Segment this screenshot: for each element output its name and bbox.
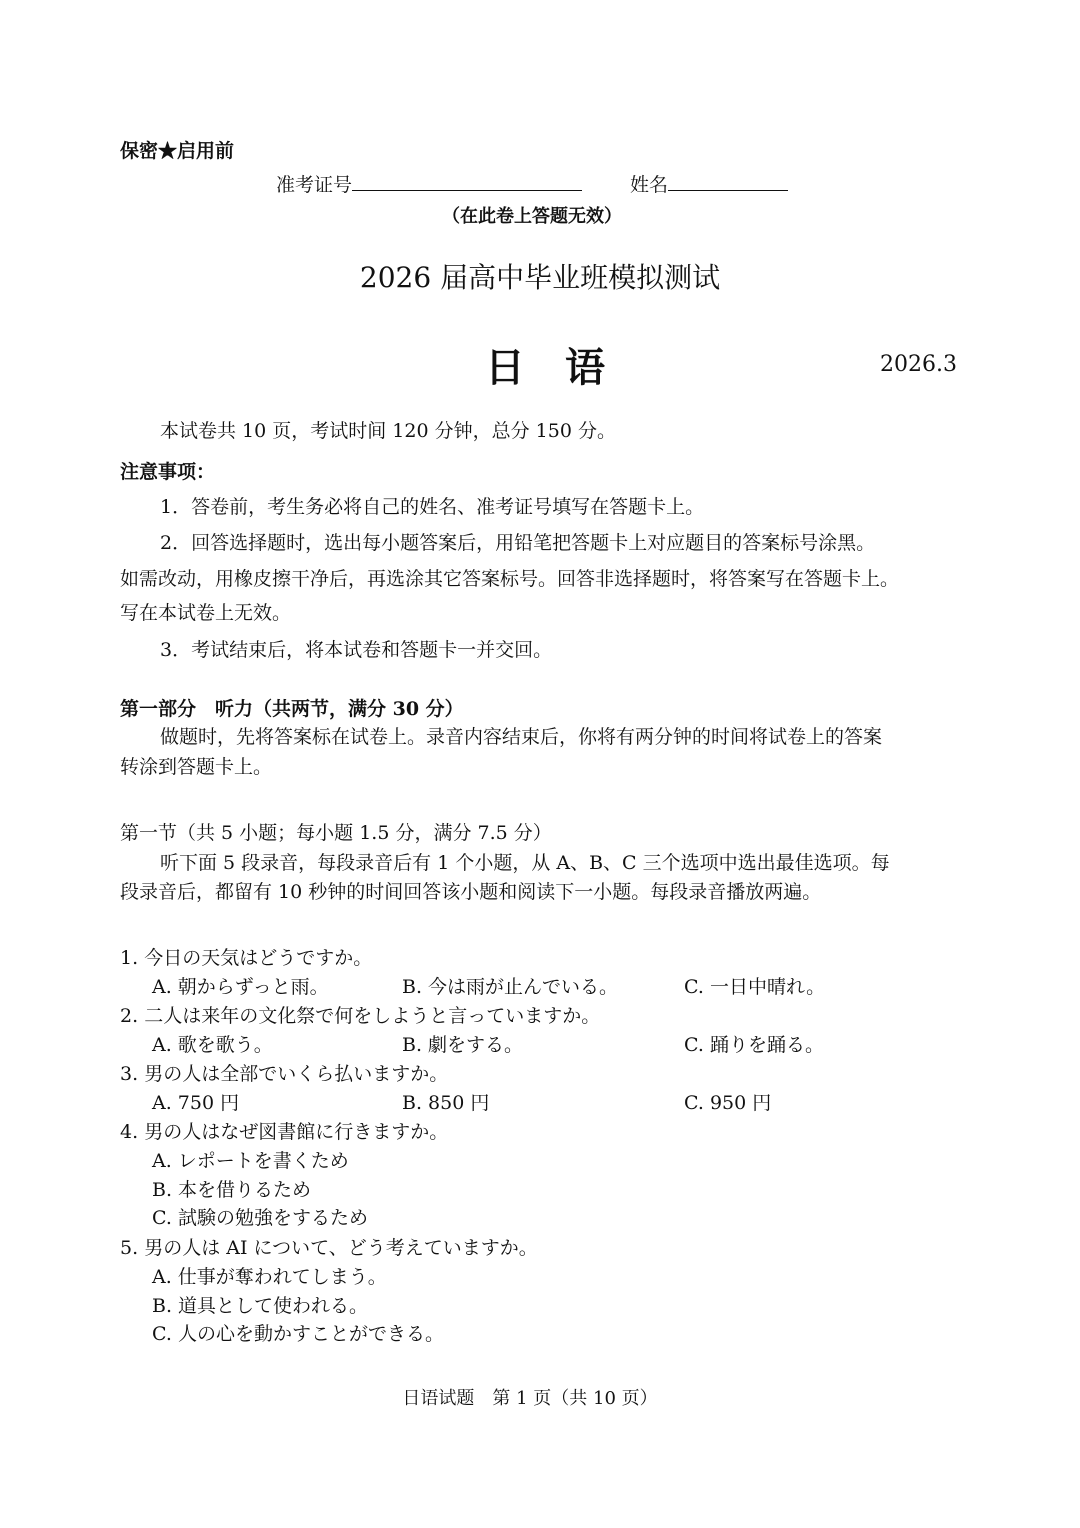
question-3: [120, 1059, 448, 1086]
name-field: [630, 170, 788, 197]
note-item: 1．答卷前，考生务必将自己的姓名、准考证号填写在答题卡上。: [160, 496, 705, 518]
option-c: C. 950 円: [684, 1092, 772, 1114]
option-b: B. 850 円: [402, 1092, 490, 1114]
option-a: A. 歌を歌う。: [152, 1034, 273, 1056]
option-a: A. 仕事が奪われてしまう。: [152, 1266, 387, 1288]
section1-instruction: 段录音后，都留有 10 秒钟的时间回答该小题和阅读下一小题。每段录音播放两遍。: [120, 881, 822, 903]
option-a: A. 750 円: [152, 1092, 240, 1114]
exam-id-blank: [352, 172, 582, 191]
name-label: 姓名: [630, 174, 669, 196]
exam-date: 2026.3: [880, 352, 957, 377]
question-number: 4.: [120, 1121, 139, 1143]
subject-title: 日 语: [485, 344, 605, 391]
note-item: 3．考试结束后，将本试卷和答题卡一并交回。: [160, 639, 553, 661]
option-c: C. 踊りを踊る。: [684, 1034, 824, 1056]
option-b: B. 道具として使われる。: [152, 1295, 369, 1317]
name-blank: [668, 172, 788, 191]
part1-instruction: 转涂到答题卡上。: [120, 756, 273, 778]
note-item: 写在本试卷上无效。: [120, 602, 292, 624]
option-b: B. 本を借りるため: [152, 1179, 312, 1201]
exam-title: 2026 届高中毕业班模拟测试: [359, 261, 721, 294]
question-text: 男の人は AI について、どう考えていますか。: [144, 1237, 538, 1259]
option-b: B. 劇をする。: [402, 1034, 524, 1056]
option-a: A. 朝からずっと雨。: [152, 976, 329, 998]
question-text: 男の人はなぜ図書館に行きますか。: [144, 1121, 449, 1143]
question-2: [120, 1001, 600, 1028]
part1-instruction: 做题时，先将答案标在试卷上。录音内容结束后，你将有两分钟的时间将试卷上的答案: [160, 726, 883, 748]
question-number: 3.: [120, 1063, 139, 1085]
exam-id-label: 准考证号: [276, 174, 353, 196]
question-text: 今日の天気はどうですか。: [144, 947, 373, 969]
intro-text: 本试卷共 10 页，考试时间 120 分钟，总分 150 分。: [160, 420, 616, 442]
option-a: A. レポートを書くため: [152, 1150, 349, 1172]
question-1: [120, 943, 372, 970]
notes-heading: 注意事项：: [120, 461, 216, 483]
option-c: C. 一日中晴れ。: [684, 976, 826, 998]
question-number: 2.: [120, 1005, 139, 1027]
question-text: 二人は来年の文化祭で何をしようと言っていますか。: [144, 1005, 601, 1027]
option-c: C. 人の心を動かすことができる。: [152, 1323, 444, 1345]
invalid-notice: （在此卷上答题无效）: [442, 206, 622, 227]
section1-instruction: 听下面 5 段录音，每段录音后有 1 个小题，从 A、B、C 三个选项中选出最佳选项。每: [160, 852, 890, 874]
option-b: B. 今は雨が止んでいる。: [402, 976, 619, 998]
option-c: C. 試験の勉強をするため: [152, 1207, 368, 1229]
question-number: 1.: [120, 947, 139, 969]
part1-heading: 第一部分 听力（共两节，满分 30 分）: [120, 698, 464, 720]
note-item: 如需改动，用橡皮擦干净后，再选涂其它答案标号。回答非选择题时，将答案写在答题卡上。: [120, 568, 900, 590]
section1-heading: 第一节（共 5 小题；每小题 1.5 分，满分 7.5 分）: [120, 822, 552, 844]
question-5: [120, 1233, 538, 1260]
exam-id-field: [276, 170, 582, 197]
question-4: [120, 1117, 448, 1144]
note-item: 2．回答选择题时，选出每小题答案后，用铅笔把答题卡上对应题目的答案标号涂黑。: [160, 532, 876, 554]
question-text: 男の人は全部でいくら払いますか。: [144, 1063, 449, 1085]
page-footer: 日语试题 第 1 页（共 10 页）: [402, 1388, 658, 1409]
confidential-label: 保密★启用前: [120, 140, 235, 162]
question-number: 5.: [120, 1237, 139, 1259]
